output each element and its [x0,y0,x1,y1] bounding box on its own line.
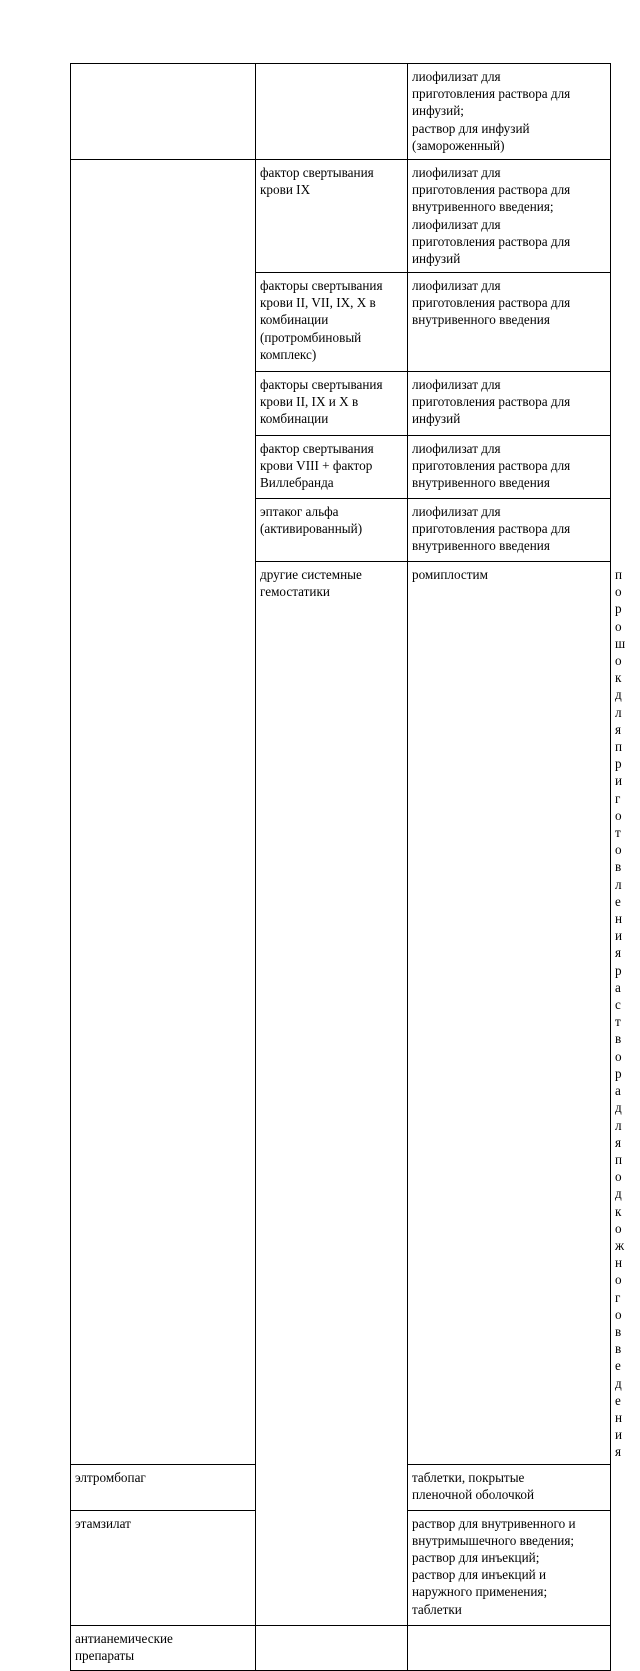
substance-cell [256,1625,408,1670]
group-cell [71,160,256,1465]
group-cell: антианемические препараты [71,1625,256,1670]
dosage-form-cell: таблетки, покрытые пленочной оболочкой [408,1464,611,1510]
substance-cell: фактор свертывания крови VIII + фактор Виллебранда [256,436,408,499]
dosage-form-cell: лиофилизат для приготовления раствора для внутривенного введения [408,499,611,562]
substance-cell [256,64,408,160]
table-row: другие системные гемостатики ромиплостим порошок для приготовления раствора для подкожного введения [71,562,611,1465]
dosage-form-cell: лиофилизат для приготовления раствора для инфузий [408,372,611,436]
table-row [71,1625,611,1670]
dosage-form-cell [408,1625,611,1670]
substance-cell: фактор свертывания крови IX [256,160,408,273]
substance-cell: факторы свертывания крови II, IX и X в комбинации [256,372,408,436]
group-cell: другие системные гемостатики [256,562,408,1626]
table-row [71,64,611,160]
substance-cell: факторы свертывания крови II, VII, IX, X в комбинации (протромбиновый комплекс) [256,273,408,372]
substance-cell: эптаког альфа (активированный) [256,499,408,562]
substance-cell: этамзилат [71,1510,256,1625]
medication-table [70,63,626,1671]
table-row [71,160,611,273]
dosage-form-cell: раствор для внутривенного и внутримышечного введения; раствор для инъекций; раствор для инъекций и наружного применения; таблетки [408,1510,611,1625]
dosage-form-cell: лиофилизат для приготовления раствора для внутривенного введения [408,273,611,372]
dosage-form-cell: лиофилизат для приготовления раствора для инфузий; раствор для инфузий (замороженный) [408,64,611,160]
substance-cell: ромиплостим [408,562,611,1465]
substance-cell: элтромбопаг [71,1464,256,1510]
dosage-form-cell: лиофилизат для приготовления раствора для внутривенного введения; лиофилизат для приготовления раствора для инфузий [408,160,611,273]
dosage-form-cell: лиофилизат для приготовления раствора для внутривенного введения [408,436,611,499]
group-cell [71,64,256,160]
